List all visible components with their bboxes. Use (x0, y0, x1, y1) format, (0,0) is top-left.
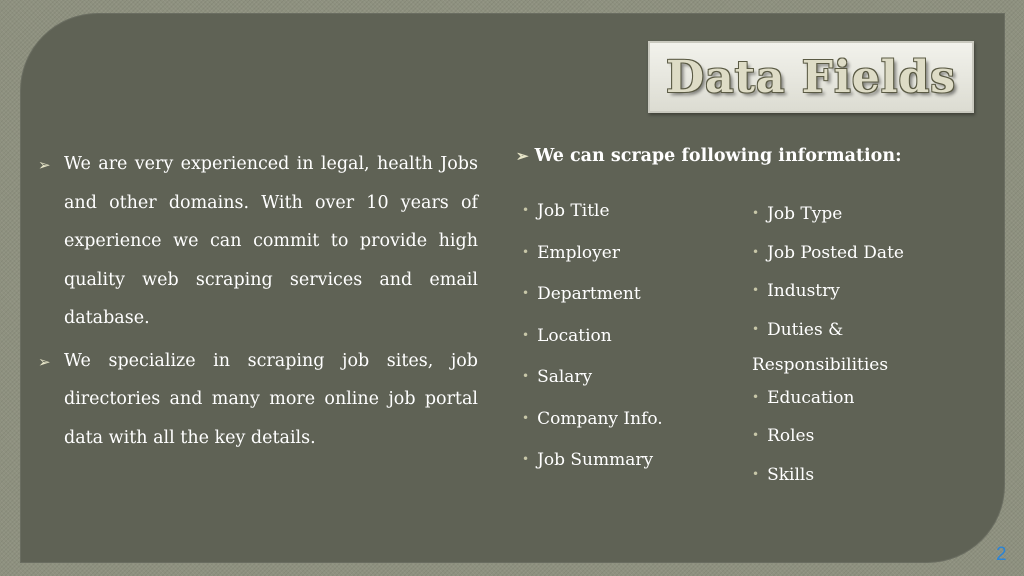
list-item (522, 409, 663, 451)
dot-bullet-icon: • (522, 286, 530, 300)
arrow-bullet-icon: ➢ (38, 352, 51, 371)
heading-text: We can scrape following information: (534, 146, 902, 166)
arrow-bullet-icon: ➢ (38, 156, 51, 174)
list-item (752, 418, 942, 460)
list-item-label: Company Info. (537, 408, 663, 429)
list-item (522, 243, 663, 285)
paragraph-text: We are very experienced in legal, health Jobs and other domains. With over 10 years of experience we can commit to provide high quality web scraping services and email database. (64, 154, 478, 328)
dot-bullet-icon: • (752, 321, 760, 336)
list-item (752, 196, 942, 238)
dot-bullet-icon: • (522, 410, 530, 425)
list-item-label: Job Type (767, 204, 843, 224)
dot-bullet-icon: • (522, 369, 530, 383)
list-item-label: Duties & Responsibilities (752, 319, 889, 375)
list-item-label: Salary (537, 367, 593, 387)
title-box (648, 41, 974, 113)
list-item-label: Skills (767, 464, 815, 485)
fields-list-1 (522, 201, 663, 492)
list-item (522, 367, 663, 409)
dot-bullet-icon: • (752, 428, 760, 442)
paragraph-experience (38, 145, 478, 338)
list-item (752, 457, 942, 499)
dot-bullet-icon: • (752, 466, 760, 481)
list-item-label: Employer (537, 242, 620, 263)
paragraph-specialize (38, 342, 478, 458)
paragraph-text: We specialize in scraping job sites, job directories and many more online job portal data with all the key details. (64, 350, 478, 448)
dot-bullet-icon: • (522, 452, 530, 466)
list-item (752, 235, 942, 277)
list-item (522, 326, 663, 368)
page-number: 2 (996, 544, 1007, 565)
dot-bullet-icon: • (522, 327, 530, 342)
list-item (752, 273, 942, 315)
list-item (522, 201, 663, 243)
list-item (522, 450, 663, 492)
left-column (38, 145, 478, 461)
list-item-label: Location (537, 325, 612, 346)
slide-title: Data Fields (665, 51, 957, 103)
dot-bullet-icon: • (522, 244, 530, 259)
list-item (752, 312, 942, 383)
list-item-label: Job Title (537, 201, 610, 221)
list-item-label: Department (537, 284, 641, 304)
list-item-label: Industry (767, 281, 840, 301)
list-item (522, 284, 663, 326)
list-item-label: Job Posted Date (767, 242, 904, 263)
dot-bullet-icon: • (752, 283, 760, 297)
list-item (752, 380, 942, 422)
dot-bullet-icon: • (752, 389, 760, 404)
dot-bullet-icon: • (522, 203, 530, 217)
list-item-label: Education (767, 387, 855, 408)
fields-list-2 (752, 199, 942, 498)
list-item-label: Roles (767, 426, 815, 446)
right-heading (516, 146, 902, 166)
arrow-bullet-icon: ➢ (516, 147, 529, 165)
dot-bullet-icon: • (752, 206, 760, 220)
dot-bullet-icon: • (752, 244, 760, 259)
list-item-label: Job Summary (537, 450, 654, 470)
